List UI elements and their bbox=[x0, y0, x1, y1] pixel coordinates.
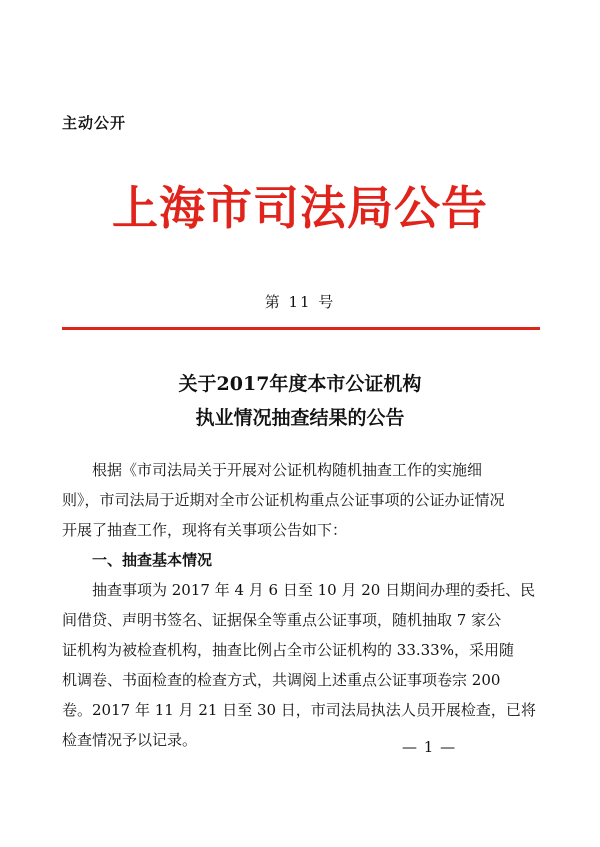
subject-line: 执业情况抽查结果的公告 bbox=[195, 407, 405, 429]
paragraph-line: 间借贷、声明书签名、证据保全等重点公证事项，随机抽取 7 家公 bbox=[62, 611, 502, 629]
paragraph-line: 机调卷、书面检查的检查方式，共调阅上述重点公证事项卷宗 200 bbox=[62, 671, 501, 689]
disclosure-label: 主动公开 bbox=[62, 114, 127, 132]
paragraph-line: 则》，市司法局于近期对全市公证机构重点公证事项的公证办证情况 bbox=[62, 491, 505, 509]
red-divider-line bbox=[62, 327, 540, 330]
notice-body bbox=[62, 455, 542, 755]
paragraph-line: 证机构为被检查机构，抽查比例占全市公证机构的 33.33%，采用随 bbox=[62, 641, 514, 659]
paragraph-line: 卷。2017 年 11 月 21 日至 30 日，市司法局执法人员开展检查，已将 bbox=[62, 701, 536, 719]
paragraph-inspection bbox=[62, 575, 542, 755]
section-heading: 一、抽查基本情况 bbox=[62, 551, 213, 569]
bureau-title: 上海市司法局公告 bbox=[112, 181, 488, 235]
subject-line: 关于2017年度本市公证机构 bbox=[178, 373, 422, 395]
notice-subject bbox=[0, 367, 600, 435]
paragraph-intro bbox=[62, 455, 542, 545]
paragraph-line: 抽查事项为 2017 年 4 月 6 日至 10 月 20 日期间办理的委托、民 bbox=[62, 581, 536, 599]
paragraph-line: 根据《市司法局关于开展对公证机构随机抽查工作的实施细 bbox=[62, 461, 483, 479]
paragraph-line: 检查情况予以记录。 bbox=[62, 731, 198, 749]
paragraph-line: 开展了抽查工作，现将有关事项公告如下： bbox=[62, 521, 348, 539]
document-number: 第 11 号 bbox=[264, 293, 336, 311]
page-number: — 1 — bbox=[402, 738, 457, 756]
